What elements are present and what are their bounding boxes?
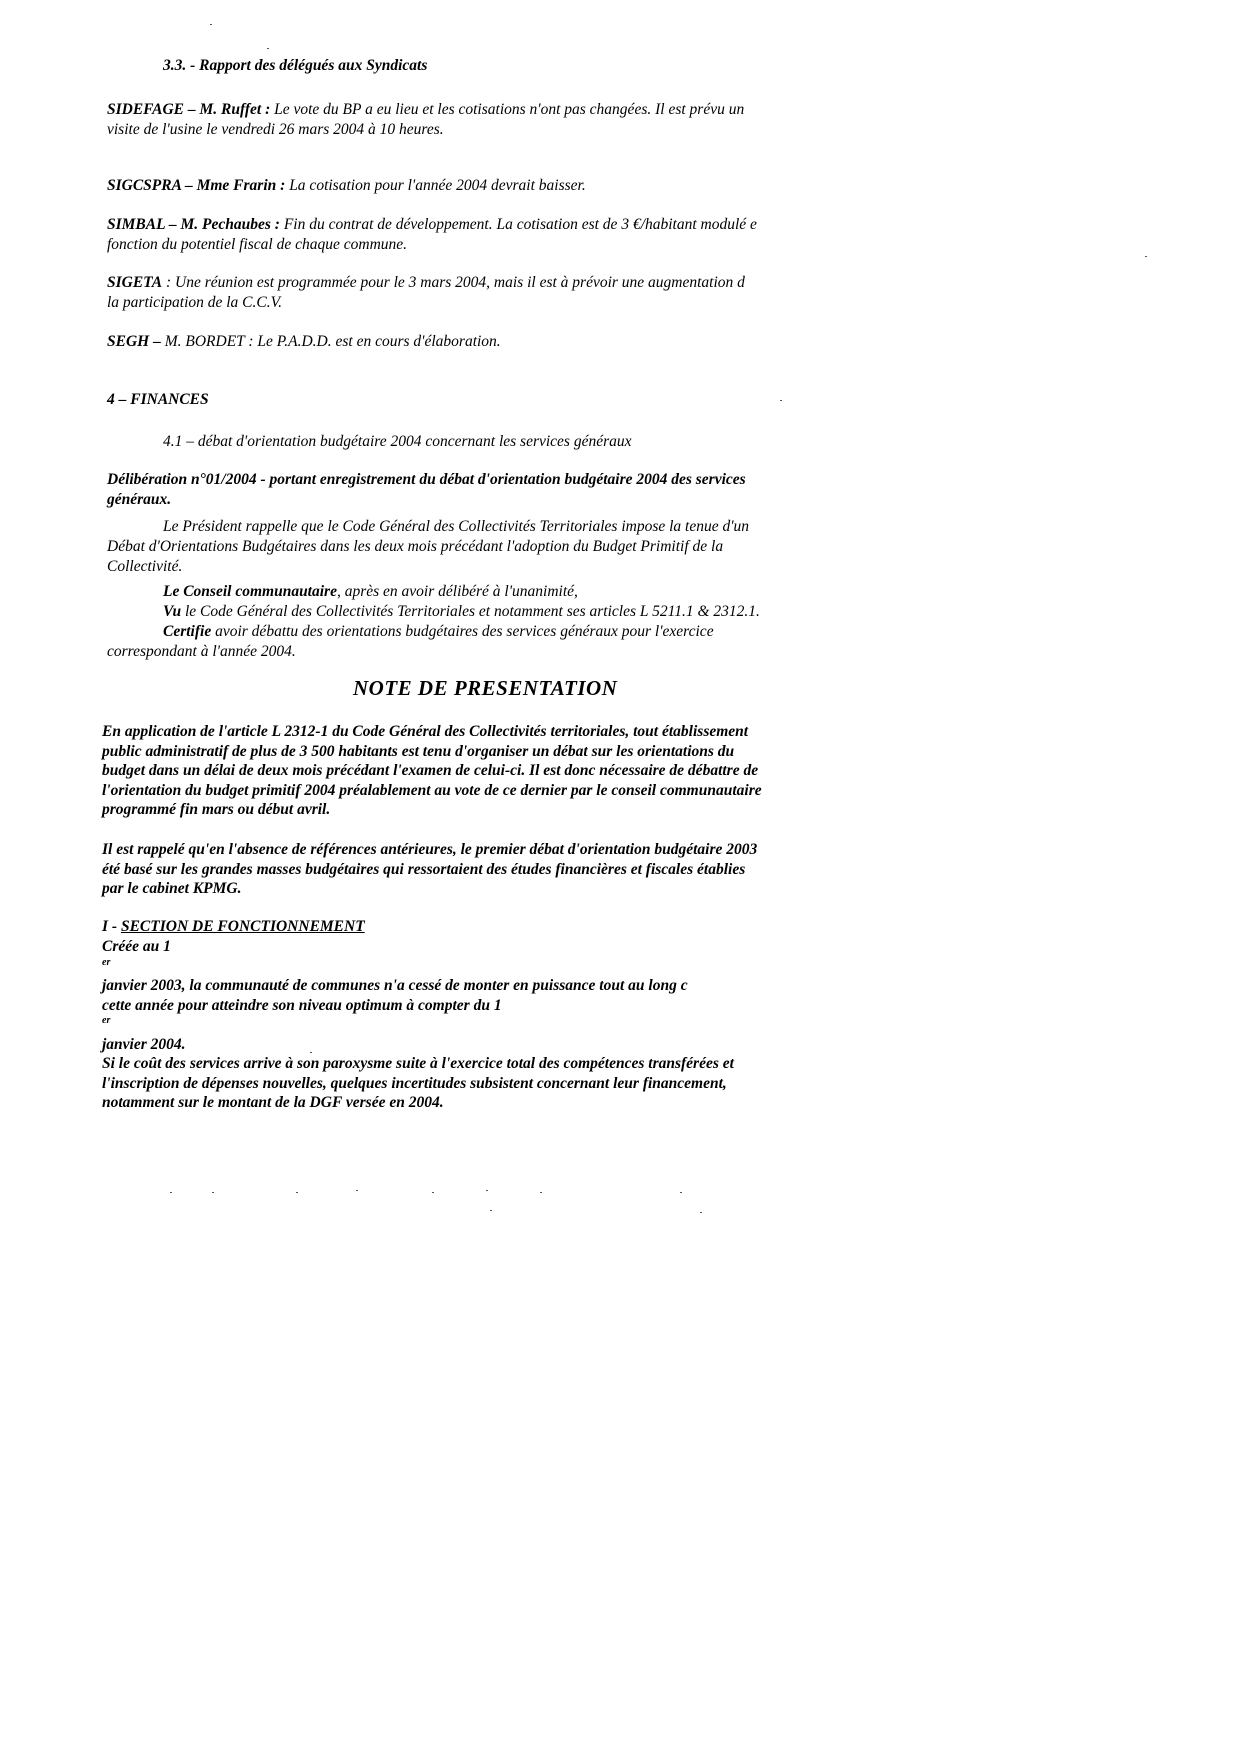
certifie-text: avoir débattu des orientations budgétaires des services généraux pour l'exercice	[211, 623, 714, 640]
note-paragraph-2	[102, 840, 757, 899]
section-1-line-1	[102, 937, 734, 996]
section-1-prefix: I -	[102, 918, 121, 935]
note-p1-line: l'orientation du budget primitif 2004 préalablement au vote de ce dernier par le conseil communautaire	[102, 781, 762, 799]
deliberation-title-2: généraux.	[107, 491, 172, 508]
section-1-line-2	[102, 996, 734, 1055]
scan-speck	[170, 1192, 172, 1193]
section-3-3-heading: 3.3. - Rapport des délégués aux Syndicats	[163, 57, 428, 74]
deliberation-p1-line-2: Débat d'Orientations Budgétaires dans les deux mois précédant l'adoption du Budget Primitif de la	[107, 538, 724, 555]
note-p2-line: été basé sur les grandes masses budgétaires qui ressortaient des études financières et fiscales établies	[102, 860, 746, 878]
section-1-line-3: Si le coût des services arrive à son paroxysme suite à l'exercice total des compétences transférées et	[102, 1055, 734, 1072]
deliberation-p1-line-1: Le Président rappelle que le Code Général des Collectivités Territoriales impose la tenue d'un	[163, 518, 750, 535]
vu-label: Vu	[163, 603, 182, 620]
section-1-line-5: notamment sur le montant de la DGF versée en 2004.	[102, 1094, 444, 1111]
vu-text: le Code Général des Collectivités Territoriales et notamment ses articles L 5211.1 & 2312.1.	[181, 603, 760, 620]
section-1-paragraph	[102, 937, 734, 1113]
scan-speck	[700, 1212, 702, 1213]
note-title: NOTE DE PRESENTATION	[353, 676, 618, 700]
sigeta-label: SIGETA	[107, 274, 163, 291]
simbal-line-1	[107, 215, 757, 235]
note-paragraph-1	[102, 722, 762, 820]
scan-speck	[210, 24, 212, 25]
scan-speck	[267, 48, 269, 49]
scan-speck	[1145, 256, 1147, 257]
sidefage-line-1	[107, 100, 744, 120]
sidefage-line-2: visite de l'usine le vendredi 26 mars 2004 à 10 heures.	[107, 121, 444, 138]
scan-speck	[432, 1192, 434, 1193]
scan-speck	[356, 1190, 358, 1191]
deliberation-certifie	[163, 622, 714, 642]
section-1-line-2-a: cette année pour atteindre son niveau optimum à compter du 1	[102, 996, 502, 1014]
finances-subheading: 4.1 – débat d'orientation budgétaire 2004 concernant les services généraux	[163, 433, 632, 450]
simbal-label: SIMBAL – M. Pechaubes :	[107, 216, 280, 233]
sigcspra-line	[107, 176, 586, 196]
section-1-line-1-b: janvier 2003, la communauté de communes n'a cessé de monter en puissance tout au long c	[102, 977, 688, 994]
segh-text: M. BORDET : Le P.A.D.D. est en cours d'élaboration.	[160, 333, 501, 350]
note-p1-line: public administratif de plus de 3 500 habitants est tenu d'organiser un débat sur les orientations du	[102, 742, 735, 760]
scan-speck	[680, 1192, 682, 1193]
scan-speck	[296, 1192, 298, 1193]
simbal-line-2: fonction du potentiel fiscal de chaque commune.	[107, 236, 408, 253]
note-p1-line: budget dans un délai de deux mois précédant l'examen de celui-ci. Il est donc nécessaire de débattre de	[102, 762, 759, 779]
segh-label: SEGH –	[107, 333, 161, 350]
deliberation-certifie-line-2: correspondant à l'année 2004.	[107, 643, 296, 660]
sigeta-line-1	[107, 273, 745, 293]
scan-speck	[490, 1210, 492, 1211]
note-p1-line: En application de l'article L 2312-1 du Code Général des Collectivités territoriales, tout établissement	[102, 723, 749, 740]
finances-heading: 4 – FINANCES	[107, 391, 209, 408]
deliberation-vu	[163, 602, 760, 622]
scan-speck	[780, 400, 782, 401]
section-1-line-1-sup: er	[102, 956, 111, 968]
scan-speck	[212, 1192, 214, 1193]
deliberation-title-1: Délibération n°01/2004 - portant enregistrement du débat d'orientation budgétaire 2004 des services	[107, 471, 746, 488]
deliberation-conseil	[163, 582, 578, 602]
sigeta-text-1: : Une réunion est programmée pour le 3 mars 2004, mais il est à prévoir une augmentation d	[162, 274, 745, 291]
note-p2-line: Il est rappelé qu'en l'absence de références antérieures, le premier débat d'orientation budgétaire 2003	[102, 841, 758, 858]
scan-speck	[486, 1190, 488, 1191]
sigcspra-label: SIGCSPRA – Mme Frarin :	[107, 177, 286, 194]
sigeta-line-2: la participation de la C.C.V.	[107, 294, 282, 311]
simbal-text-1: Fin du contrat de développement. La cotisation est de 3 €/habitant modulé e	[283, 216, 757, 233]
scan-speck	[540, 1192, 542, 1193]
section-1-line-4: l'inscription de dépenses nouvelles, quelques incertitudes subsistent concernant leur financement,	[102, 1074, 727, 1092]
sidefage-text-1: Le vote du BP a eu lieu et les cotisations n'ont pas changées. Il est prévu un	[274, 101, 745, 118]
sidefage-label: SIDEFAGE – M. Ruffet :	[107, 101, 271, 118]
section-1-line-1-a: Créée au 1	[102, 938, 171, 955]
section-1-heading: SECTION DE FONCTIONNEMENT	[120, 918, 365, 935]
conseil-label: Le Conseil communautaire	[163, 583, 337, 600]
deliberation-p1-line-3: Collectivité.	[107, 558, 183, 575]
note-p2-line: par le cabinet KPMG.	[102, 880, 242, 897]
scan-speck	[310, 1052, 312, 1053]
section-1-line-2-sup: er	[102, 1014, 111, 1026]
sigcspra-text: La cotisation pour l'année 2004 devrait baisser.	[289, 177, 586, 194]
note-p1-line: programmé fin mars ou début avril.	[102, 801, 331, 818]
section-1-line-2-b: janvier 2004.	[102, 1035, 186, 1053]
segh-line	[107, 332, 501, 352]
section-1-heading-line	[102, 917, 365, 937]
certifie-label: Certifie	[163, 623, 212, 640]
conseil-text: , après en avoir délibéré à l'unanimité,	[336, 583, 578, 600]
